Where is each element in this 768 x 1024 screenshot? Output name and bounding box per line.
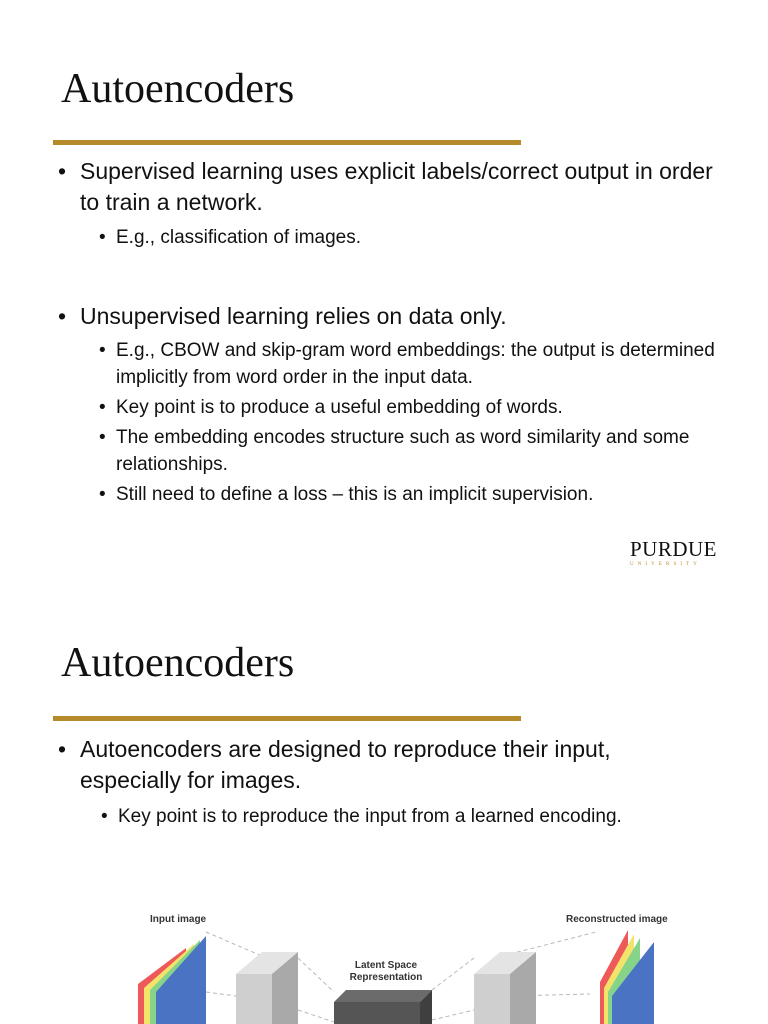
reconstructed-image-label: Reconstructed image <box>566 914 668 925</box>
reconstructed-image-stack <box>600 930 654 1024</box>
logo-subtitle: UNIVERSITY <box>630 562 701 567</box>
sub-bullet-classification: • E.g., classification of images. <box>116 224 736 251</box>
slide-title: Autoencoders <box>61 66 295 112</box>
sub-bullet-loss: • Still need to define a loss – this is an implicit supervision. <box>116 481 736 508</box>
bullet-autoencoders: • Autoencoders are designed to reproduce their input, especially for images. <box>80 734 680 796</box>
latent-block <box>334 990 432 1024</box>
sub-bullet-reproduce: • Key point is to reproduce the input from a learned encoding. <box>118 803 678 830</box>
latent-label-line2: Representation <box>349 972 423 983</box>
logo-wordmark: PURDUE <box>630 537 718 561</box>
decoder-block <box>474 952 536 1024</box>
latent-label-line1: Latent Space <box>354 960 418 971</box>
sub-bullet-key-point: • Key point is to produce a useful embedding of words. <box>116 394 736 421</box>
sub-bullet-cbow: • E.g., CBOW and skip-gram word embeddings: the output is determined implicitly from word order in the input data. <box>116 337 736 391</box>
autoencoder-diagram <box>0 904 768 1024</box>
bullet-unsupervised: • Unsupervised learning relies on data only. <box>80 301 720 332</box>
slide-2 <box>0 512 768 1024</box>
title-rule <box>53 140 521 145</box>
title-rule <box>53 716 521 721</box>
bullet-supervised: • Supervised learning uses explicit labels/correct output in order to train a network. <box>80 156 720 218</box>
sub-bullet-structure: • The embedding encodes structure such as word similarity and some relationships. <box>116 424 736 478</box>
slide-title: Autoencoders <box>61 640 295 686</box>
input-image-stack <box>138 936 206 1024</box>
encoder-block <box>236 952 298 1024</box>
input-image-label: Input image <box>150 914 207 925</box>
